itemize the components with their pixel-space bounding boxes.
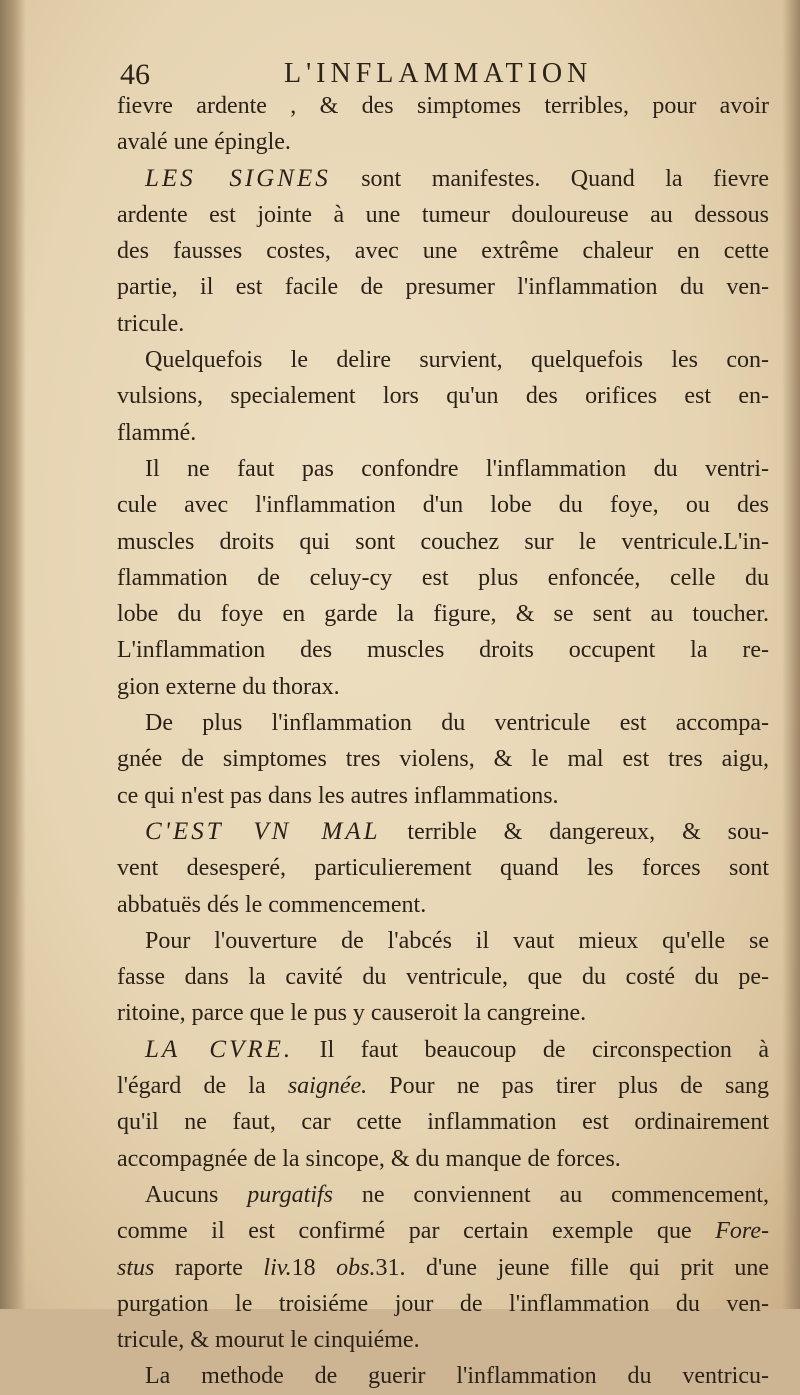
text-line: muscles droits qui sont couchez sur le ventricule.L'in- — [117, 528, 769, 555]
text-line: C'EST VN MAL terrible & dangereux, & sou- — [145, 817, 769, 845]
text-line: L'inflammation des muscles droits occupent la re- — [117, 637, 769, 664]
binding-gutter — [0, 0, 26, 1309]
page-edge-shadow — [782, 0, 800, 1309]
text-line: avalé une épingle. — [117, 129, 291, 156]
section-heading-signes: LES SIGNES — [145, 164, 331, 192]
text-line: gnée de simptomes tres violens, & le mal est tres aigu, — [117, 746, 769, 773]
text-line: stus raporte liv.18 obs.31. d'une jeune fille qui prit une — [117, 1254, 770, 1281]
text-line: abbatuës dés le commencement. — [117, 891, 427, 918]
text-line: Il ne faut pas confondre l'inflammation du ventri- — [145, 455, 769, 482]
text-line: fievre ardente , & des simptomes terribles, pour avoir — [117, 93, 769, 119]
text-line: ardente est jointe à une tumeur douloureuse au dessous — [117, 201, 769, 228]
text-line: comme il est confirmé par certain exemple que Fore- — [117, 1218, 769, 1245]
text-line: gion externe du thorax. — [117, 673, 340, 700]
text-line: LA CVRE. Il faut beaucoup de circonspection à — [145, 1035, 769, 1063]
section-heading-mal: C'EST VN MAL — [145, 817, 381, 845]
text-line: tricule, & mourut le cinquiéme. — [117, 1327, 420, 1354]
text-line: Quelquefois le delire survient, quelquefois les con- — [145, 347, 769, 374]
running-header — [120, 58, 630, 92]
text-line: qu'il ne faut, car cette inflammation est ordinairement — [117, 1109, 769, 1136]
text-line: La methode de guerir l'inflammation du ventricu- — [145, 1363, 769, 1390]
text-line: Aucuns purgatifs ne conviennent au commencement, — [145, 1181, 770, 1208]
text-line: LES SIGNES sont manifestes. Quand la fievre — [145, 164, 770, 192]
body-text — [117, 88, 769, 1395]
text-line: De plus l'inflammation du ventricule est accompa- — [145, 710, 769, 737]
text-line: lobe du foye en garde la figure, & se sent au toucher. — [117, 601, 769, 628]
text-line: accompagnée de la sincope, & du manque de forces. — [117, 1145, 621, 1172]
text-line: vent desesperé, particulierement quand les forces sont — [117, 855, 769, 882]
text-line: purgation le troisiéme jour de l'inflammation du ven- — [117, 1290, 769, 1317]
text-line: partie, il est facile de presumer l'inflammation du ven- — [117, 274, 769, 301]
page-number: 46 — [120, 58, 150, 91]
text-line: ce qui n'est pas dans les autres inflammations. — [117, 782, 559, 809]
running-title: L'INFLAMMATION — [284, 58, 593, 89]
text-line: flammé. — [117, 419, 197, 446]
text-line: des fausses costes, avec une extrême chaleur en cette — [117, 238, 769, 265]
text-line: vulsions, specialement lors qu'un des orifices est en- — [117, 383, 769, 410]
text-line: Pour l'ouverture de l'abcés il vaut mieux qu'elle se — [145, 927, 769, 954]
text-line: fasse dans la cavité du ventricule, que du costé du pe- — [117, 964, 769, 991]
text-line: cule avec l'inflammation d'un lobe du foye, ou des — [117, 492, 769, 519]
text-line: tricule. — [117, 310, 185, 337]
text-line: l'égard de la saignée. Pour ne pas tirer plus de sang — [117, 1073, 770, 1100]
text-line: flammation de celuy-cy est plus enfoncée, celle du — [117, 564, 769, 591]
text-line: ritoine, parce que le pus y causeroit la cangreine. — [117, 1000, 587, 1027]
section-heading-cure: LA CVRE. — [145, 1035, 294, 1063]
